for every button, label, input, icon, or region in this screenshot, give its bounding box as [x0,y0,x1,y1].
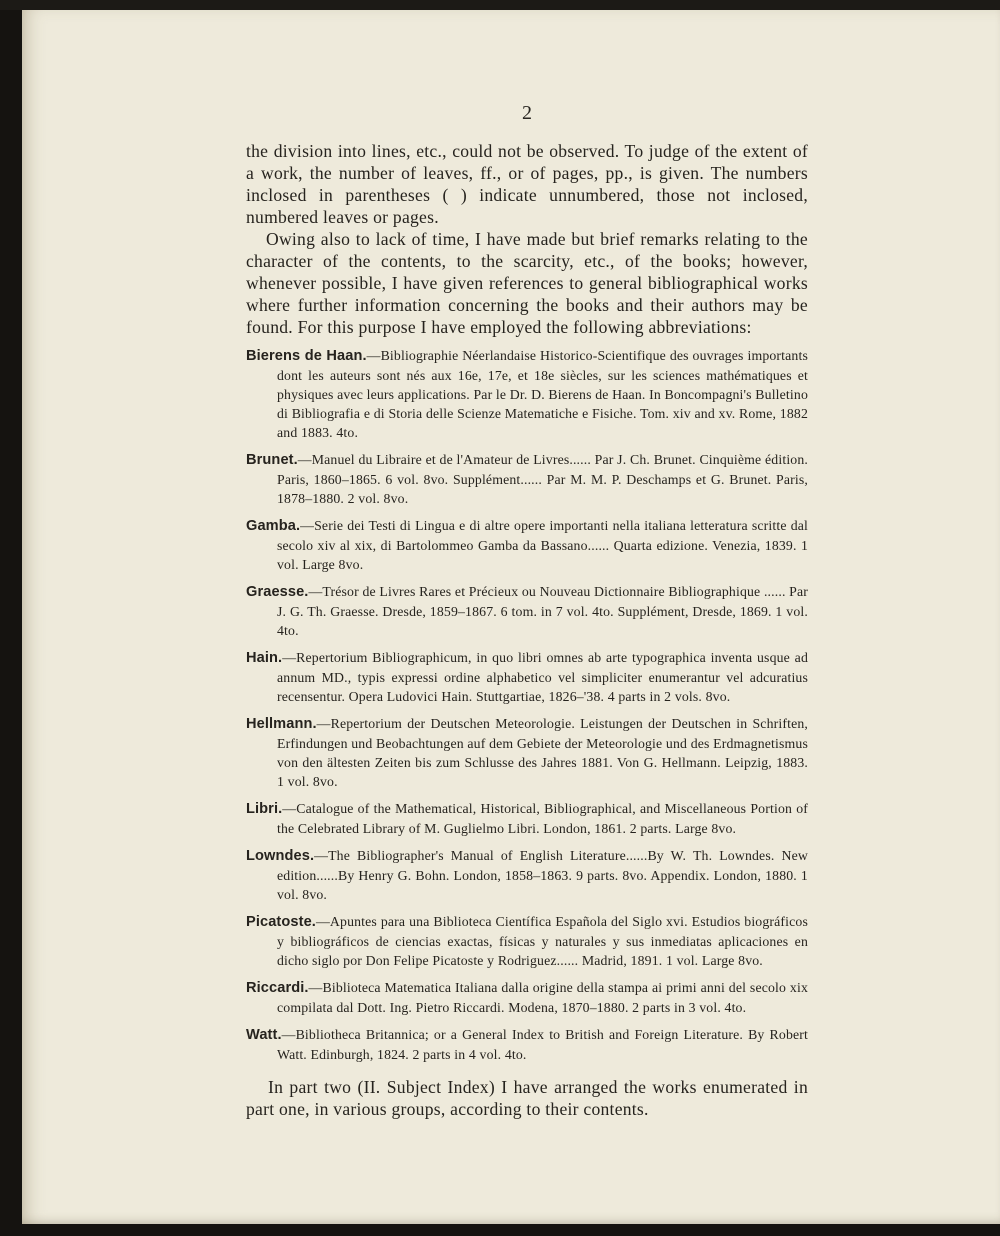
abbreviation-entry: Bierens de Haan.—Bibliographie Néerlandaise Historico-Scientifique des ouvrages importants dont les auteurs sont nés aux 16e, 17e, et 18e siècles, sur les sciences mathématiques et physiques avec leurs applications. Par le Dr. D. Bierens de Haan. In Boncompagni's Bulletino di Bibliografia e di Storia delle Scienze Matematiche e Fisiche. Tom. xiv and xv. Rome, 1882 and 1883. 4to. [246,348,808,440]
abbreviation-term: Hain. [246,650,283,666]
abbreviation-term: Graesse. [246,584,309,600]
abbreviation-description: Catalogue of the Mathematical, Historical, Bibliographical, and Miscellaneous Portion of the Celebrated Library of M. Guglielmo Libri. London, 1861. 2 parts. Large 8vo. [277,801,808,836]
abbreviation-description: Repertorium Bibliographicum, in quo libri omnes ab arte typographica inventa usque ad annum MD., typis expressi ordine alphabetico vel simpliciter enumerantur vel adcuratius recensentur. Opera Ludovici Hain. Stuttgartiae, 1826–'38. 4 parts in 2 vols. 8vo. [277,650,808,704]
page-text-block [246,140,808,1120]
abbreviation-entry: Gamba.—Serie dei Testi di Lingua e di altre opere importanti nella italiana letteratura scritte dal secolo xiv al xix, di Bartolommeo Gamba da Bassano...... Quarta edizione. Venezia, 1839. 1 vol. Large 8vo. [246,518,808,572]
abbreviation-term: Watt. [246,1027,282,1043]
scan-top-edge [0,0,1000,10]
intro-paragraph-1: the division into lines, etc., could not be observed. To judge of the extent of a work, the number of leaves, ff., or of pages, pp., is given. The numbers inclosed in parentheses ( ) indicate unnumbered, those not inclosed, numbered leaves or pages. [246,141,808,227]
intro-paragraph-2: Owing also to lack of time, I have made but brief remarks relating to the character of the contents, to the scarcity, etc., of the books; however, whenever possible, I have given references to general bibliographical works where further information concerning the books and their authors may be found. For this purpose I have employed the following abbreviations: [246,229,808,337]
abbreviation-description: Trésor de Livres Rares et Précieux ou Nouveau Dictionnaire Bibliographique ...... Par J. G. Th. Graesse. Dresde, 1859–1867. 6 tom. in 7 vol. 4to. Supplément, Dresde, 1869. 1 vol. 4to. [277,584,808,638]
page-number: 2 [522,102,532,124]
abbreviation-description: Bibliographie Néerlandaise Historico-Scientifique des ouvrages importants dont les auteurs sont nés aux 16e, 17e, et 18e siècles, sur les sciences mathématiques et physiques avec leurs applications. Par le Dr. D. Bierens de Haan. In Boncompagni's Bulletino di Bibliografia e di Storia delle Scienze Matematiche e Fisiche. Tom. xiv and xv. Rome, 1882 and 1883. 4to. [277,348,808,440]
abbreviation-entry: Watt.—Bibliotheca Britannica; or a General Index to British and Foreign Literature. By Robert Watt. Edinburgh, 1824. 2 parts in 4 vol. 4to. [246,1027,808,1062]
abbreviation-entry: Hain.—Repertorium Bibliographicum, in quo libri omnes ab arte typographica inventa usque ad annum MD., typis expressi ordine alphabetico vel simpliciter enumerantur vel adcuratius recensentur. Opera Ludovici Hain. Stuttgartiae, 1826–'38. 4 parts in 2 vols. 8vo. [246,650,808,704]
closing-paragraph: In part two (II. Subject Index) I have arranged the works enumerated in part one, in various groups, according to their contents. [246,1077,808,1119]
abbreviation-entry: Libri.—Catalogue of the Mathematical, Historical, Bibliographical, and Miscellaneous Portion of the Celebrated Library of M. Guglielmo Libri. London, 1861. 2 parts. Large 8vo. [246,801,808,836]
abbreviation-entry: Riccardi.—Biblioteca Matematica Italiana dalla origine della stampa ai primi anni del secolo xix compilata dal Dott. Ing. Pietro Riccardi. Modena, 1870–1880. 2 parts in 3 vol. 4to. [246,980,808,1015]
abbreviation-description: Bibliotheca Britannica; or a General Index to British and Foreign Literature. By Robert Watt. Edinburgh, 1824. 2 parts in 4 vol. 4to. [277,1027,808,1062]
abbreviation-list [246,346,808,1064]
abbreviation-term: Gamba. [246,518,301,534]
abbreviation-entry: Graesse.—Trésor de Livres Rares et Précieux ou Nouveau Dictionnaire Bibliographique ...... Par J. G. Th. Graesse. Dresde, 1859–1867. 6 tom. in 7 vol. 4to. Supplément, Dresde, 1869. 1 vol. 4to. [246,584,808,638]
abbreviation-term: Bierens de Haan. [246,348,367,364]
abbreviation-description: Biblioteca Matematica Italiana dalla origine della stampa ai primi anni del secolo xix compilata dal Dott. Ing. Pietro Riccardi. Modena, 1870–1880. 2 parts in 3 vol. 4to. [277,980,808,1015]
abbreviation-term: Riccardi. [246,980,309,996]
abbreviation-description: Apuntes para una Biblioteca Científica Española del Siglo xvi. Estudios biográficos y bibliográficos de ciencias exactas, físicas y naturales y sus inmediatas aplicaciones en dicho siglo por Don Felipe Picatoste y Rodriguez...... Madrid, 1891. 1 vol. Large 8vo. [277,914,808,968]
book-page [22,10,1000,1224]
abbreviation-description: Manuel du Libraire et de l'Amateur de Livres...... Par J. Ch. Brunet. Cinquième édition. Paris, 1860–1865. 6 vol. 8vo. Supplément...... Par M. M. P. Deschamps et G. Brunet. Paris, 1878–1880. 2 vol. 8vo. [277,452,808,506]
abbreviation-term: Lowndes. [246,848,315,864]
abbreviation-entry: Picatoste.—Apuntes para una Biblioteca Científica Española del Siglo xvi. Estudios biográficos y bibliográficos de ciencias exactas, físicas y naturales y sus inmediatas aplicaciones en dicho siglo por Don Felipe Picatoste y Rodriguez...... Madrid, 1891. 1 vol. Large 8vo. [246,914,808,968]
abbreviation-term: Brunet. [246,452,298,468]
abbreviation-description: Serie dei Testi di Lingua e di altre opere importanti nella italiana letteratura scritte dal secolo xiv al xix, di Bartolommeo Gamba da Bassano...... Quarta edizione. Venezia, 1839. 1 vol. Large 8vo. [277,518,808,572]
abbreviation-entry: Brunet.—Manuel du Libraire et de l'Amateur de Livres...... Par J. Ch. Brunet. Cinquième édition. Paris, 1860–1865. 6 vol. 8vo. Supplément...... Par M. M. P. Deschamps et G. Brunet. Paris, 1878–1880. 2 vol. 8vo. [246,452,808,506]
abbreviation-entry: Hellmann.—Repertorium der Deutschen Meteorologie. Leistungen der Deutschen in Schriften, Erfindungen und Beobachtungen auf dem Gebiete der Meteorologie und des Erdmagnetismus von den ältesten Zeiten bis zum Schlusse des Jahres 1881. Von G. Hellmann. Leipzig, 1883. 1 vol. 8vo. [246,716,808,789]
abbreviation-description: The Bibliographer's Manual of English Literature......By W. Th. Lowndes. New edition......By Henry G. Bohn. London, 1858–1863. 9 parts. 8vo. Appendix. London, 1880. 1 vol. 8vo. [277,848,808,902]
abbreviation-term: Libri. [246,801,283,817]
abbreviation-entry: Lowndes.—The Bibliographer's Manual of English Literature......By W. Th. Lowndes. New edition......By Henry G. Bohn. London, 1858–1863. 9 parts. 8vo. Appendix. London, 1880. 1 vol. 8vo. [246,848,808,902]
abbreviation-term: Picatoste. [246,914,316,930]
abbreviation-term: Hellmann. [246,716,317,732]
abbreviation-description: Repertorium der Deutschen Meteorologie. Leistungen der Deutschen in Schriften, Erfindungen und Beobachtungen auf dem Gebiete der Meteorologie und des Erdmagnetismus von den ältesten Zeiten bis zum Schlusse des Jahres 1881. Von G. Hellmann. Leipzig, 1883. 1 vol. 8vo. [277,716,808,789]
